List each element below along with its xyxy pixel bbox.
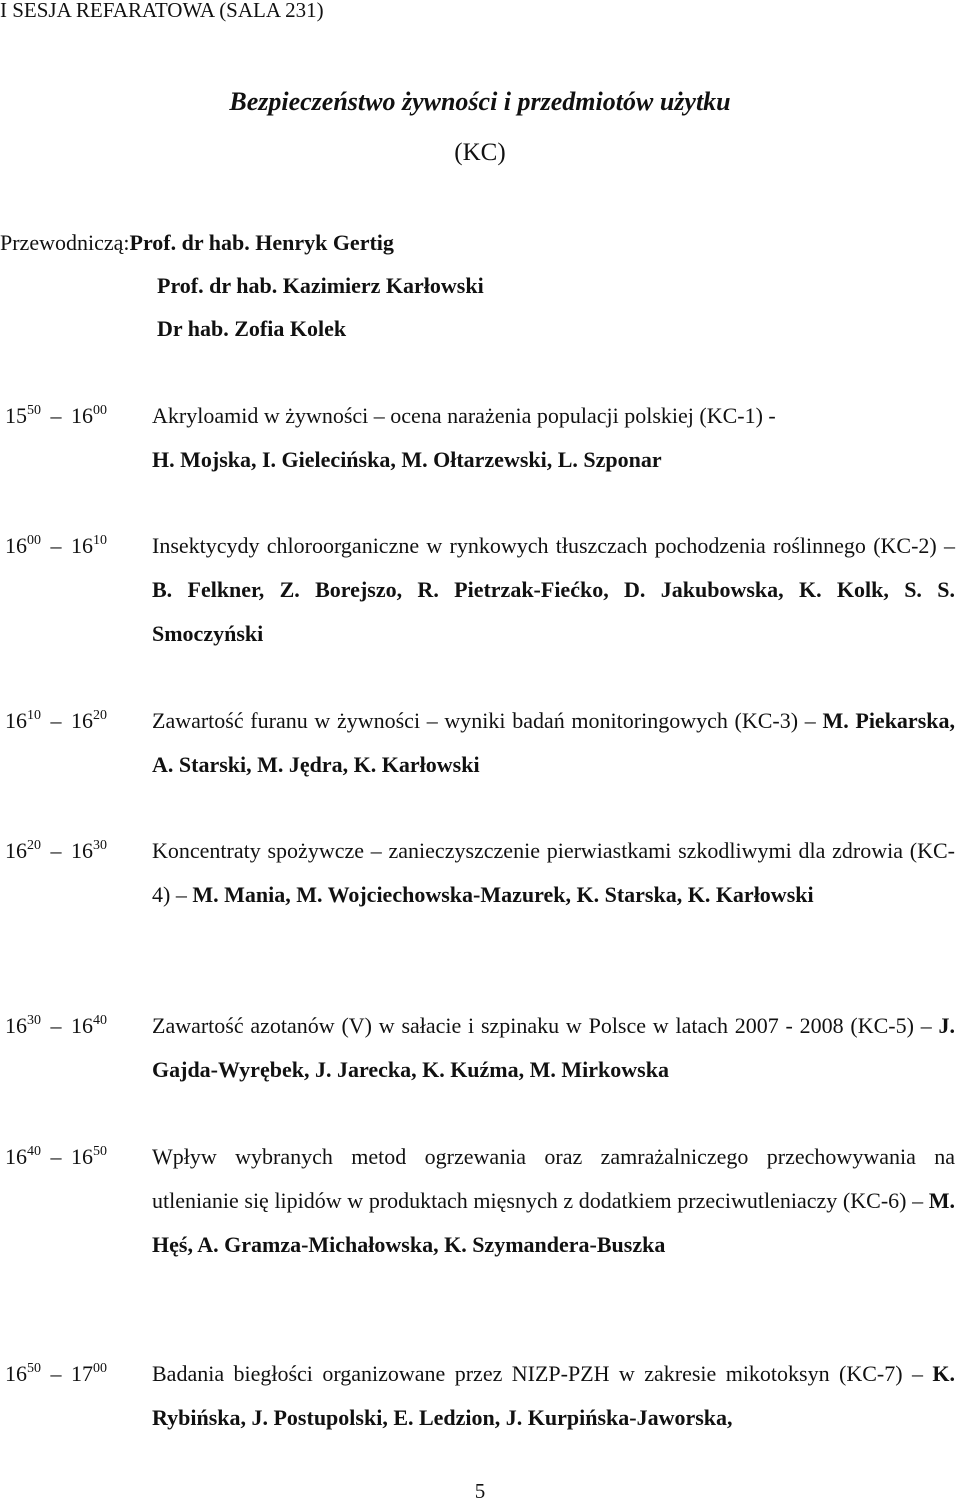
time-range: $16^{40} - 16^{50}$ bbox=[5, 1144, 107, 1169]
time-range: $16^{50} - 17^{00}$ bbox=[5, 1361, 107, 1386]
time-range: $16^{10} - 16^{20}$ bbox=[5, 708, 107, 733]
talk-entry bbox=[152, 829, 955, 917]
chairs-block bbox=[0, 221, 484, 350]
talk-authors: M. Hęś, A. Gramza-Michałowska, K. Szymandera-Buszka bbox=[152, 1188, 956, 1257]
time-range: $15^{50} - 16^{00}$ bbox=[5, 403, 107, 428]
talk-authors: H. Mojska, I. Gielecińska, M. Ołtarzewski, L. Szponar bbox=[152, 447, 662, 472]
talk-title: Badania biegłości organizowane przez NIZP-PZH w zakresie mikotoksyn (KC-7) – bbox=[152, 1361, 923, 1386]
talk-authors: K. Rybińska, J. Postupolski, E. Ledzion, J. Kurpińska-Jaworska, bbox=[152, 1361, 956, 1430]
session-title: Bezpieczeństwo żywności i przedmiotów użytku bbox=[229, 87, 731, 116]
chair-name-3: Dr hab. Zofia Kolek bbox=[157, 316, 347, 341]
time-range: $16^{20} - 16^{30}$ bbox=[5, 838, 107, 863]
talk-title: Zawartość furanu w żywności – wyniki badań monitoringowych (KC-3) – bbox=[152, 708, 816, 733]
talk-title: Insektycydy chloroorganiczne w rynkowych tłuszczach pochodzenia roślinnego (KC-2) – bbox=[152, 533, 955, 558]
talk-entry bbox=[152, 1135, 955, 1267]
chair-name-2: Prof. dr hab. Kazimierz Karłowski bbox=[157, 273, 484, 298]
time-range: $16^{00} - 16^{10}$ bbox=[5, 533, 107, 558]
talk-entry bbox=[152, 524, 955, 656]
session-header: I SESJA REFARATOWA (SALA 231) bbox=[0, 0, 324, 22]
talk-authors: M. Piekarska, A. Starski, M. Jędra, K. Karłowski bbox=[152, 708, 955, 777]
talk-entry bbox=[152, 1004, 955, 1092]
talk-title: Koncentraty spożywcze – zanieczyszczenie pierwiastkami szkodliwymi dla zdrowia (KC-4) – bbox=[152, 838, 955, 907]
talk-entry bbox=[152, 699, 955, 787]
time-range: $16^{30} - 16^{40}$ bbox=[5, 1013, 107, 1038]
talk-entry bbox=[152, 1352, 955, 1440]
talk-title: Wpływ wybranych metod ogrzewania oraz zamrażalniczego przechowywania na utlenianie się lipidów w produktach mięsnych z dodatkiem przeciwutleniaczy (KC-6) – bbox=[152, 1144, 955, 1213]
chair-name-1: Prof. dr hab. Henryk Gertig bbox=[129, 230, 394, 255]
talk-authors: M. Mania, M. Wojciechowska-Mazurek, K. Starska, K. Karłowski bbox=[192, 882, 814, 907]
talk-authors: J. Gajda-Wyrębek, J. Jarecka, K. Kuźma, M. Mirkowska bbox=[152, 1013, 955, 1082]
talk-title: Zawartość azotanów (V) w sałacie i szpinaku w Polsce w latach 2007 - 2008 (KC-5) – bbox=[152, 1013, 932, 1038]
session-code: (KC) bbox=[454, 139, 506, 166]
talk-authors: B. Felkner, Z. Borejszo, R. Pietrzak-Fiećko, D. Jakubowska, K. Kolk, S. S. Smoczyński bbox=[152, 577, 955, 646]
talk-entry bbox=[152, 394, 955, 482]
talk-title: Akryloamid w żywności – ocena narażenia populacji polskiej (KC-1) - bbox=[152, 403, 776, 428]
chairs-label: Przewodniczą: bbox=[0, 230, 130, 255]
page-number: 5 bbox=[474, 1479, 486, 1503]
